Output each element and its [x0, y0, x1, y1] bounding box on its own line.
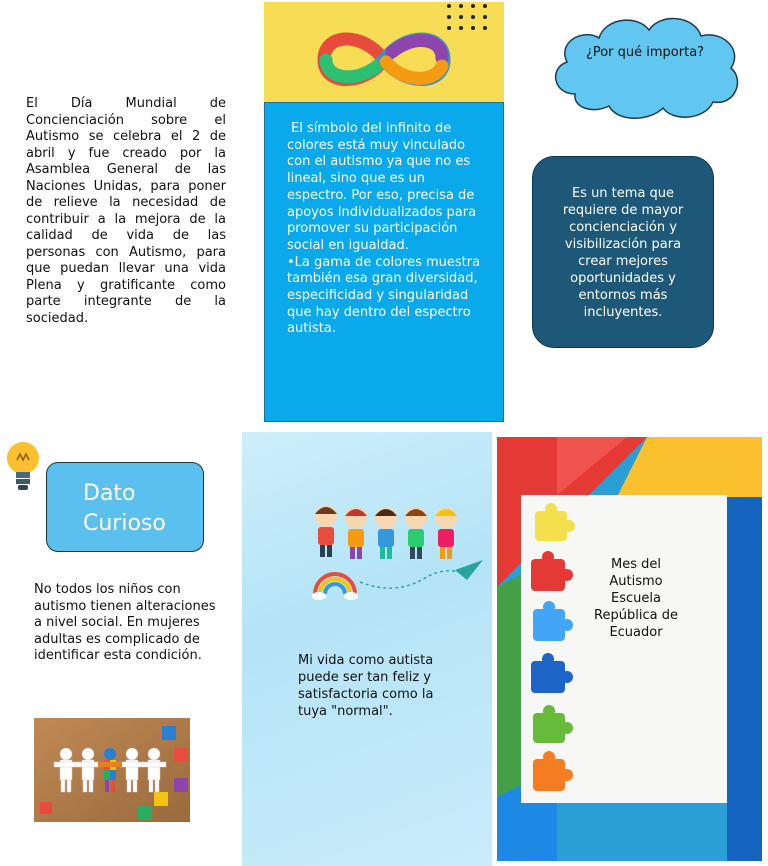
dato-line1: Dato — [83, 481, 136, 506]
caption-line3: Escuela — [611, 591, 661, 606]
caption-line4: República de — [594, 608, 678, 623]
cloud-title: ¿Por qué importa? — [585, 45, 705, 60]
children-illustration — [305, 500, 485, 605]
infinity-info-panel — [264, 102, 504, 422]
caption-line1: Mes del — [611, 557, 661, 572]
curioso-paragraph: No todos los niños con autismo tienen alteraciones a nivel social. En mujeres adultas es complicado de identificar esta condición. — [34, 582, 216, 663]
importance-card: Es un tema que requiere de mayor concienciación y visibilización para crear mejores oportunidades y entornos más incluyentes. — [532, 156, 714, 348]
happy-life-panel — [242, 432, 492, 866]
dato-line2: Curioso — [83, 511, 166, 536]
cloud-shape — [545, 6, 745, 124]
happy-life-text: Mi vida como autista puede ser tan feliz y satisfactoria como la tuya "normal". — [298, 653, 434, 719]
paper-dolls-image — [34, 718, 190, 822]
infinity-icon — [264, 2, 504, 102]
dato-curioso-box — [46, 462, 204, 552]
info-bullet: •La gama de colores muestra también esa gran diversidad, especificidad y singularidad que hay dentro del espectro autista. — [287, 254, 481, 337]
autism-month-caption — [592, 556, 680, 641]
caption-line5: Ecuador — [609, 625, 663, 640]
lightbulb-icon — [4, 438, 42, 498]
infinity-banner — [264, 2, 504, 102]
caption-line2: Autismo — [609, 574, 663, 589]
intro-paragraph: El Día Mundial de Concienciación sobre el Autismo se celebra el 2 de abril y fue creado por la Asamblea General de las Naciones Unidas, para poner de relieve la necesidad de contribuir a la mejora de la calidad de vida de las personas con Autismo, para que puedan llevar una vida Plena y gratificante como parte integrante de la sociedad. — [26, 96, 226, 326]
autism-month-photo — [497, 437, 762, 861]
info-paragraph: El símbolo del infinito de colores está muy vinculado con el autismo ya que no es lineal, sino que es un espectro. Por eso, precisa de apoyos Individualizados para promover su participación social en igualdad. — [287, 121, 477, 253]
